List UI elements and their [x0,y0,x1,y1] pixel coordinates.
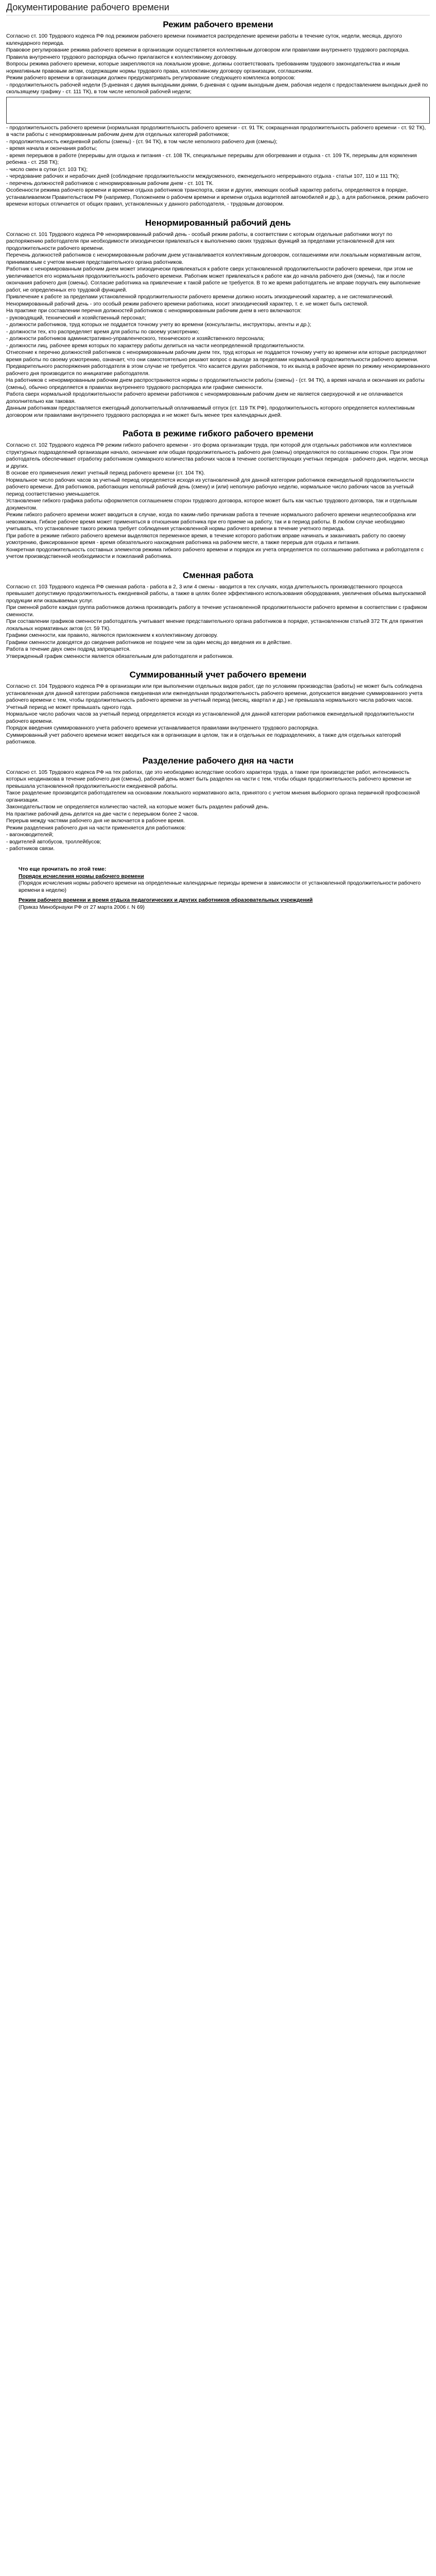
paragraph: Отнесение к перечню должностей работников с ненормированным рабочим днем тех, труд которых не поддается точному учету во времени или которые распределяют время работы по своему усмотрению, означает, что они самостоятельно решают вопрос о выходе за пределами нормальной продолжительности рабочего времени. Предварительного распоряжения работодателя в этом случае не требуется. Что касается других работников, то их выход в рабочее время по режиму ненормированного рабочего дня производится по инициативе работодателя. [6,350,430,377]
section-gap [6,853,430,859]
related-list [6,873,430,911]
section-gap [6,660,430,667]
paragraph: - время перерывов в работе (перерывы для отдыха и питания - ст. 108 ТК, специальные перерывы для обогревания и отдыха - ст. 109 ТК, перерывы для кормления ребенка - ст. 258 ТК); [6,152,417,165]
section-gap [6,208,430,215]
paragraph: На работников с ненормированным рабочим днем распространяются нормы о продолжительности работы (смены) - (ст. 94 ТК), а время начала и окончания их работы (смены), обычно определяется в правилах внутреннего трудового распорядка или графике сменности. [6,378,425,391]
paragraph: Привлечение к работе за пределами установленной продолжительности рабочего времени должно носить эпизодический характер, а не систематический. [6,294,394,300]
paragraph: Порядок введения суммированного учета рабочего времени устанавливается правилами внутреннего трудового распорядка. [6,725,319,731]
paragraph: Утвержденный график сменности является обязательным для работодателя и работников. [6,653,234,659]
paragraph: Согласно ст. 104 Трудового кодекса РФ в организации или при выполнении отдельных видов работ, где по условиям производства (работы) не может быть соблюдена установленная для данной категории работников ежедневная или еженедельная продолжительность рабочего времени, допускается введение суммированного учета рабочего времени с тем, чтобы продолжительность рабочего времени за учетный период (месяц, квартал и др.) не превышала нормального числа рабочих часов. [6,684,423,703]
embedded-frame [6,97,430,124]
paragraph: Согласно ст. 103 Трудового кодекса РФ сменная работа - работа в 2, 3 или 4 смены - вводится в тех случаях, когда длительность производственного процесса превышает допустимую продолжительность ежедневной работы, а также в целях более эффективного использования оборудования, увеличения объема выпускаемой продукции или оказываемых услуг. [6,584,426,604]
paragraph: Работник с ненормированным рабочим днем может эпизодически привлекаться к работе сверх установленной продолжительности рабочего времени, при этом не увеличивается его нормальная продолжительность рабочего времени. Работник может привлекаться к работе как до начала рабочего дня (смены), так и после окончания рабочего дня (смены). Согласие работника на привлечение к такой работе не требуется. В то же время работодатель не вправе поручать ему выполнение работ, не определенных его трудовой функцией. [6,266,421,293]
related-description: (Приказ Минобрнауки РФ от 27 марта 2006 г. N 69) [19,904,145,910]
paragraph: Данным работникам предоставляется ежегодный дополнительный оплачиваемый отпуск (ст. 119 ТК РФ), продолжительность которого определяется коллективным договором или правилами внутреннего трудового распорядка и не может быть менее трех календарных дней. [6,405,415,418]
section-gap [6,561,430,567]
paragraph: Нормальное число рабочих часов за учетный период определяется исходя из установленной для данной категории работников еженедельной продолжительности рабочего времени. Для работников, работающих неполный рабочий день (смену) и (или) неполную рабочую неделю, нормальное число рабочих часов за учетный период соответственно уменьшается. [6,477,414,497]
paragraph: Работа в течение двух смен подряд запрещается. [6,647,131,652]
section-heading: Режим рабочего времени [163,20,273,29]
paragraph: - чередование рабочих и нерабочих дней (соблюдение продолжительности междусменного, еженедельного непрерывного отдыха - статьи 107, 110 и 111 ТК); [6,174,399,179]
paragraph: Графики сменности, как правило, являются приложением к коллективному договору. [6,633,218,638]
paragraph: - должности работников, труд которых не поддается точному учету во времени (консультанты, инструкторы, агенты и др.); [6,322,311,328]
related-description: (Порядок исчисления нормы рабочего времени на определенные календарные периоды времени в зависимости от установленной продолжительности рабочего времени в неделю) [19,880,421,893]
paragraph: При работе в режиме гибкого рабочего времени выделяются переменное время, в течение которого работник вправе начинать и заканчивать работу по своему усмотрению, фиксированное время - время обязательного нахождения работника на рабочем месте, а также перерыв для отдыха и питания. [6,533,406,546]
paragraph: Согласно ст. 100 Трудового кодекса РФ под режимом рабочего времени понимается распределение времени работы в течение суток, недели, месяца, другого календарного периода. [6,33,402,46]
paragraph: - перечень должностей работников с ненормированным рабочим днем - ст. 101 ТК. [6,180,214,187]
paragraph: Конкретная продолжительность составных элементов режима гибкого рабочего времени и порядок их учета определяется по соглашению работника и работодателя с учетом производственной необходимости и пожеланий работника. [6,547,424,560]
paragraph: - руководящий, технический и хозяйственный персонал; [6,315,146,321]
paragraph: Графики сменности доводятся до сведения работников не позднее чем за один месяц до введения их в действие. [6,639,292,646]
paragraph: Особенности режима рабочего времени и времени отдыха работников транспорта, связи и других, имеющих особый характер работы, определяются в порядке, устанавливаемом Правительством РФ (например, Положением о рабочем времени и времени отдыха водителей автомобилей и др.), а для работников, режим рабочего времени которых отличается от общих правил, установленных у данного работодателя, - трудовым договором. [6,188,429,207]
related-link[interactable]: Режим рабочего времени и время отдыха педагогических и других работников образовательных учреждений [19,897,313,903]
related-link[interactable]: Порядок исчисления нормы рабочего времени [19,873,144,879]
paragraph: - должности работников административно-управленческого, технического и хозяйственного персонала; [6,336,265,342]
related-item [19,897,430,911]
paragraph: При сменной работе каждая группа работников должна производить работу в течение установленной продолжительности рабочего времени в соответствии с графиком сменности. [6,605,427,618]
paragraph: Перерыв между частями рабочего дня не включается в рабочее время. [6,818,185,824]
paragraph: Согласно ст. 101 Трудового кодекса РФ ненормированный рабочий день - особый режим работы, в соответствии с которым отдельные работники могут по распоряжению работодателя при необходимости эпизодически привлекаться к выполнению своих трудовых функций за пределами установленной для них продолжительности рабочего времени. [6,231,395,251]
paragraph: Ненормированный рабочий день - это особый режим рабочего времени работника, носит эпизодический характер, т. е. не может быть системой. [6,301,369,307]
paragraph: Согласно ст. 102 Трудового кодекса РФ режим гибкого рабочего времени - это форма организации труда, при которой для отдельных работников или коллективов структурных подразделений организации начало, окончание или общая продолжительность рабочего дня (смены) определяются по соглашению сторон. При этом работодатель обеспечивает отработку работником суммарного количества рабочих часов в течение соответствующих учетных периодов - рабочего дня, недели, месяца и других. [6,443,428,469]
section-heading: Работа в режиме гибкого рабочего времени [123,429,313,438]
paragraph: Перечень должностей работников с ненормированным рабочим днем устанавливается коллективным договором, соглашениями или локальным нормативным актом, принимаемым с учетом мнения представительного органа работников. [6,252,422,265]
paragraph: Режим рабочего времени в организации должен предусматривать регулирование следующего комплекса вопросов: [6,75,295,81]
section-heading: Сменная работа [182,570,254,580]
sections-container [6,20,430,859]
paragraph: - продолжительность рабочей недели (5-дневная с двумя выходными днями, 6-дневная с одним выходным днем, рабочая неделя с предоставлением выходных дней по скользящему графику - ст. 111 ТК), в том числе неполной рабочей недели; [6,82,428,95]
paragraph: Установление гибкого графика работы оформляется соглашением сторон трудового договора, которое может быть как частью трудового договора, так и отдельным документом. [6,498,417,511]
paragraph: Такое разделение производится работодателем на основании локального нормативного акта, принятого с учетом мнения выборного органа первичной профсоюзной организации. [6,790,420,803]
paragraph: - водителей автобусов, троллейбусов; [6,839,101,845]
section-heading: Разделение рабочего дня на части [142,755,294,766]
section-gap [6,419,430,426]
paragraph: Правовое регулирование режима рабочего времени в организации осуществляется коллективным договором или правилами внутреннего трудового распорядка. Правила внутреннего трудового распорядка обычно прилагаются к коллективному договору. [6,47,410,60]
paragraph: Работа сверх нормальной продолжительности рабочего времени работников с ненормированным рабочим днем не является сверхурочной и не оплачивается дополнительно как таковая. [6,392,403,404]
paragraph: Режим разделения рабочего дня на части применяется для работников: [6,825,186,831]
paragraph: Нормальное число рабочих часов за учетный период определяется исходя из установленной для данной категории работников еженедельной продолжительности рабочего времени. [6,711,414,724]
paragraph: - работников связи. [6,846,55,852]
paragraph: Вопросы режима рабочего времени, которые закрепляются на локальном уровне, должны соответствовать требованиям трудового законодательства и иным нормативным правовым актам, содержащим нормы трудового права, коллективному договору организации, соглашениям. [6,61,400,74]
paragraph: - продолжительность рабочего времени (нормальная продолжительность рабочего времени - ст. 91 ТК; сокращенная продолжительность рабочего времени - ст. 92 ТК), в части работы с ненормированным рабочим днем для отдельных категорий работников; [6,125,426,138]
paragraph: Режим гибкого рабочего времени может вводиться в случае, когда по каким-либо причинам работа в течение нормального рабочего времени нецелесообразна или невозможна. Гибкое рабочее время может применяться в отношении работника при его приеме на работу, так и в период работы. В любом случае необходимо учитывать, что установление такого режима требует соблюдения установленной нормы рабочего времени в течение учетного периода. [6,512,416,532]
related-heading: Что еще прочитать по этой теме: [19,866,107,872]
paragraph: На практике при составлении перечня должностей работников с ненормированным рабочим днем в него включаются: [6,308,302,314]
paragraph: - число смен в сутки (ст. 103 ТК); [6,166,88,173]
paragraph: - должности тех, кто распределяет время для работы по своему усмотрению; [6,329,200,335]
section-heading: Суммированный учет рабочего времени [129,670,307,680]
section-gap [6,746,430,753]
page-title: Документирование рабочего времени [6,0,430,15]
related-item [19,873,430,894]
paragraph: При составлении графиков сменности работодатель учитывает мнение представительного органа работников в порядке, установленном статьей 372 ТК для принятия локальных нормативных актов (ст. 59 ТК). [6,619,423,632]
paragraph: В основе его применения лежит учетный период рабочего времени (ст. 104 ТК). [6,470,205,476]
section-heading: Ненормированный рабочий день [145,217,291,228]
paragraph: Законодательством не определяется количество частей, на которые может быть разделен рабочий день. [6,804,269,810]
paragraph: Согласно ст. 105 Трудового кодекса РФ на тех работах, где это необходимо вследствие особого характера труда, а также при производстве работ, интенсивность которых неодинакова в течение рабочего дня (смены), рабочий день может быть разделен на части с тем, чтобы общая продолжительность рабочего времени не превышала установленной продолжительности ежедневной работы. [6,769,412,789]
paragraph: Учетный период не может превышать одного года. [6,704,133,710]
paragraph: - продолжительность ежедневной работы (смены) - (ст. 94 ТК), в том числе неполного рабочего дня (смены); [6,139,277,145]
paragraph: Суммированный учет рабочего времени может вводиться как в организации в целом, так и в отдельных ее подразделениях, а также для отдельных категорий работников. [6,732,401,745]
paragraph: - время начала и окончания работы; [6,146,97,151]
paragraph: На практике рабочий день делится на две части с перерывом более 2 часов. [6,811,199,817]
document-page [0,0,436,911]
paragraph: - должности лиц, рабочее время которых по характеру работы делиться на части неопределенной продолжительности. [6,343,305,349]
paragraph: - вагоноводителей; [6,832,54,838]
